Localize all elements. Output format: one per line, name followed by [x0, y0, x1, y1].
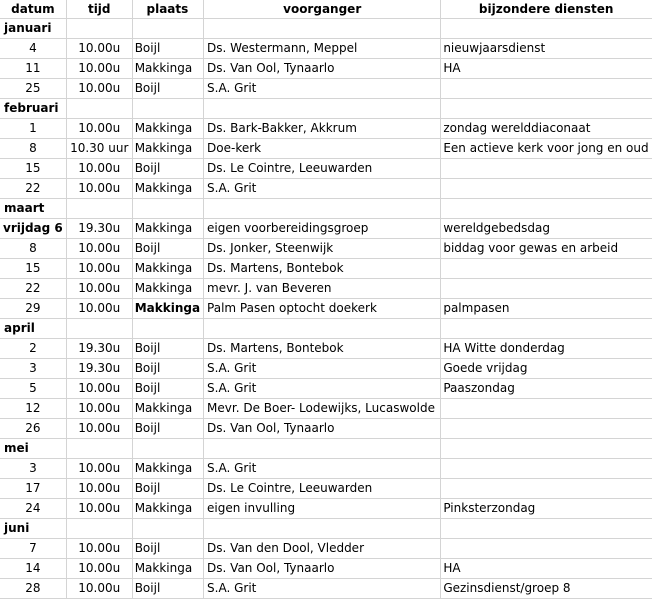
time-cell: 19.30u: [66, 359, 132, 379]
date-cell: 15: [0, 159, 66, 179]
special-service-cell: [441, 419, 652, 439]
date-cell: 15: [0, 259, 66, 279]
month-label: juni: [0, 519, 66, 539]
time-cell: 10.00u: [66, 299, 132, 319]
service-row: [0, 139, 652, 159]
date-cell: 4: [0, 39, 66, 59]
service-row: [0, 79, 652, 99]
service-row: [0, 39, 652, 59]
location-cell: Makkinga: [132, 499, 203, 519]
location-cell: Boijl: [132, 79, 203, 99]
header-row: [0, 0, 652, 19]
empty-cell: [132, 519, 203, 539]
time-cell: 10.00u: [66, 39, 132, 59]
special-service-cell: Een actieve kerk voor jong en oud: [441, 139, 652, 159]
date-cell: 17: [0, 479, 66, 499]
location-cell: Makkinga: [132, 119, 203, 139]
location-cell: Makkinga: [132, 59, 203, 79]
service-row: [0, 419, 652, 439]
special-service-cell: palmpasen: [441, 299, 652, 319]
special-service-cell: HA: [441, 559, 652, 579]
service-row: [0, 339, 652, 359]
special-service-cell: [441, 479, 652, 499]
time-cell: 10.30 uur: [66, 139, 132, 159]
date-cell: 3: [0, 459, 66, 479]
date-cell: 22: [0, 179, 66, 199]
location-cell: Makkinga: [132, 139, 203, 159]
date-cell: 12: [0, 399, 66, 419]
time-cell: 10.00u: [66, 59, 132, 79]
preacher-cell: Doe-kerk: [204, 139, 441, 159]
empty-cell: [132, 319, 203, 339]
date-cell: 7: [0, 539, 66, 559]
special-service-cell: Gezinsdienst/groep 8: [441, 579, 652, 599]
date-cell: 3: [0, 359, 66, 379]
preacher-cell: S.A. Grit: [204, 79, 441, 99]
header-plaats: plaats: [132, 0, 203, 19]
empty-cell: [204, 99, 441, 119]
month-row: [0, 319, 652, 339]
date-cell: 28: [0, 579, 66, 599]
time-cell: 10.00u: [66, 559, 132, 579]
empty-cell: [204, 19, 441, 39]
preacher-cell: S.A. Grit: [204, 359, 441, 379]
service-row: [0, 399, 652, 419]
location-cell: Makkinga: [132, 279, 203, 299]
empty-cell: [132, 199, 203, 219]
service-row: [0, 299, 652, 319]
month-row: [0, 99, 652, 119]
special-service-cell: HA: [441, 59, 652, 79]
empty-cell: [204, 439, 441, 459]
date-cell: 24: [0, 499, 66, 519]
empty-cell: [441, 439, 652, 459]
empty-cell: [132, 19, 203, 39]
date-cell: 29: [0, 299, 66, 319]
location-cell: Boijl: [132, 159, 203, 179]
empty-cell: [441, 99, 652, 119]
service-row: [0, 119, 652, 139]
special-service-cell: [441, 79, 652, 99]
empty-cell: [441, 199, 652, 219]
special-service-cell: [441, 539, 652, 559]
service-row: [0, 59, 652, 79]
preacher-cell: Ds. Westermann, Meppel: [204, 39, 441, 59]
service-row: [0, 379, 652, 399]
empty-cell: [441, 519, 652, 539]
service-row: [0, 539, 652, 559]
service-row: [0, 239, 652, 259]
date-cell: 26: [0, 419, 66, 439]
time-cell: 10.00u: [66, 179, 132, 199]
location-cell: Makkinga: [132, 259, 203, 279]
empty-cell: [66, 439, 132, 459]
service-row: [0, 359, 652, 379]
location-cell: Makkinga: [132, 219, 203, 239]
month-label: april: [0, 319, 66, 339]
preacher-cell: Mevr. De Boer- Lodewijks, Lucaswolde: [204, 399, 441, 419]
preacher-cell: Ds. Martens, Bontebok: [204, 339, 441, 359]
time-cell: 10.00u: [66, 399, 132, 419]
preacher-cell: mevr. J. van Beveren: [204, 279, 441, 299]
preacher-cell: S.A. Grit: [204, 379, 441, 399]
time-cell: 10.00u: [66, 79, 132, 99]
time-cell: 10.00u: [66, 539, 132, 559]
location-cell: Boijl: [132, 479, 203, 499]
month-row: [0, 439, 652, 459]
preacher-cell: Ds. Le Cointre, Leeuwarden: [204, 159, 441, 179]
time-cell: 10.00u: [66, 479, 132, 499]
empty-cell: [66, 319, 132, 339]
header-datum: datum: [0, 0, 66, 19]
date-cell: 22: [0, 279, 66, 299]
location-cell: Makkinga: [132, 399, 203, 419]
empty-cell: [66, 19, 132, 39]
empty-cell: [66, 99, 132, 119]
special-service-cell: Goede vrijdag: [441, 359, 652, 379]
month-label: februari: [0, 99, 66, 119]
service-row: [0, 259, 652, 279]
special-service-cell: zondag werelddiaconaat: [441, 119, 652, 139]
service-row: [0, 479, 652, 499]
service-row: [0, 159, 652, 179]
preacher-cell: Ds. Van Ool, Tynaarlo: [204, 419, 441, 439]
month-row: [0, 19, 652, 39]
empty-cell: [441, 19, 652, 39]
preacher-cell: Ds. Van Ool, Tynaarlo: [204, 559, 441, 579]
location-cell: Boijl: [132, 579, 203, 599]
preacher-cell: S.A. Grit: [204, 459, 441, 479]
preacher-cell: eigen invulling: [204, 499, 441, 519]
date-cell: 25: [0, 79, 66, 99]
service-row: [0, 279, 652, 299]
empty-cell: [132, 99, 203, 119]
special-service-cell: biddag voor gewas en arbeid: [441, 239, 652, 259]
preacher-cell: Ds. Bark-Bakker, Akkrum: [204, 119, 441, 139]
month-row: [0, 519, 652, 539]
time-cell: 10.00u: [66, 379, 132, 399]
time-cell: 10.00u: [66, 159, 132, 179]
month-label: januari: [0, 19, 66, 39]
service-row: [0, 499, 652, 519]
empty-cell: [441, 319, 652, 339]
empty-cell: [204, 319, 441, 339]
preacher-cell: S.A. Grit: [204, 579, 441, 599]
location-cell: Makkinga: [132, 179, 203, 199]
preacher-cell: Ds. Le Cointre, Leeuwarden: [204, 479, 441, 499]
special-service-cell: [441, 459, 652, 479]
time-cell: 10.00u: [66, 499, 132, 519]
preacher-cell: eigen voorbereidingsgroep: [204, 219, 441, 239]
month-row: [0, 199, 652, 219]
special-service-cell: [441, 279, 652, 299]
time-cell: 10.00u: [66, 259, 132, 279]
empty-cell: [204, 519, 441, 539]
empty-cell: [66, 519, 132, 539]
header-tijd: tijd: [66, 0, 132, 19]
preacher-cell: Ds. Martens, Bontebok: [204, 259, 441, 279]
date-cell: 11: [0, 59, 66, 79]
month-label: mei: [0, 439, 66, 459]
location-cell: Boijl: [132, 359, 203, 379]
empty-cell: [66, 199, 132, 219]
location-cell: Makkinga: [132, 459, 203, 479]
location-cell: Boijl: [132, 419, 203, 439]
special-service-cell: HA Witte donderdag: [441, 339, 652, 359]
time-cell: 10.00u: [66, 419, 132, 439]
service-row: [0, 559, 652, 579]
service-row: [0, 459, 652, 479]
time-cell: 10.00u: [66, 459, 132, 479]
preacher-cell: Ds. Van Ool, Tynaarlo: [204, 59, 441, 79]
preacher-cell: S.A. Grit: [204, 179, 441, 199]
location-cell: Makkinga: [132, 559, 203, 579]
empty-cell: [132, 439, 203, 459]
date-cell: vrijdag 6: [0, 219, 66, 239]
date-cell: 14: [0, 559, 66, 579]
location-cell: Boijl: [132, 239, 203, 259]
date-cell: 1: [0, 119, 66, 139]
date-cell: 8: [0, 139, 66, 159]
special-service-cell: [441, 259, 652, 279]
special-service-cell: wereldgebedsdag: [441, 219, 652, 239]
location-cell: Makkinga: [132, 299, 203, 319]
empty-cell: [204, 199, 441, 219]
header-voorganger: voorganger: [204, 0, 441, 19]
date-cell: 8: [0, 239, 66, 259]
special-service-cell: Pinksterzondag: [441, 499, 652, 519]
time-cell: 10.00u: [66, 239, 132, 259]
time-cell: 10.00u: [66, 119, 132, 139]
header-bijzondere-diensten: bijzondere diensten: [441, 0, 652, 19]
preacher-cell: Palm Pasen optocht doekerk: [204, 299, 441, 319]
time-cell: 10.00u: [66, 279, 132, 299]
special-service-cell: [441, 399, 652, 419]
preacher-cell: Ds. Jonker, Steenwijk: [204, 239, 441, 259]
month-label: maart: [0, 199, 66, 219]
time-cell: 19.30u: [66, 219, 132, 239]
service-row: [0, 179, 652, 199]
location-cell: Boijl: [132, 539, 203, 559]
location-cell: Boijl: [132, 339, 203, 359]
date-cell: 2: [0, 339, 66, 359]
special-service-cell: nieuwjaarsdienst: [441, 39, 652, 59]
service-row: [0, 219, 652, 239]
service-row: [0, 579, 652, 599]
location-cell: Boijl: [132, 379, 203, 399]
special-service-cell: [441, 179, 652, 199]
special-service-cell: Paaszondag: [441, 379, 652, 399]
location-cell: Boijl: [132, 39, 203, 59]
date-cell: 5: [0, 379, 66, 399]
time-cell: 10.00u: [66, 579, 132, 599]
special-service-cell: [441, 159, 652, 179]
time-cell: 19.30u: [66, 339, 132, 359]
preacher-cell: Ds. Van den Dool, Vledder: [204, 539, 441, 559]
